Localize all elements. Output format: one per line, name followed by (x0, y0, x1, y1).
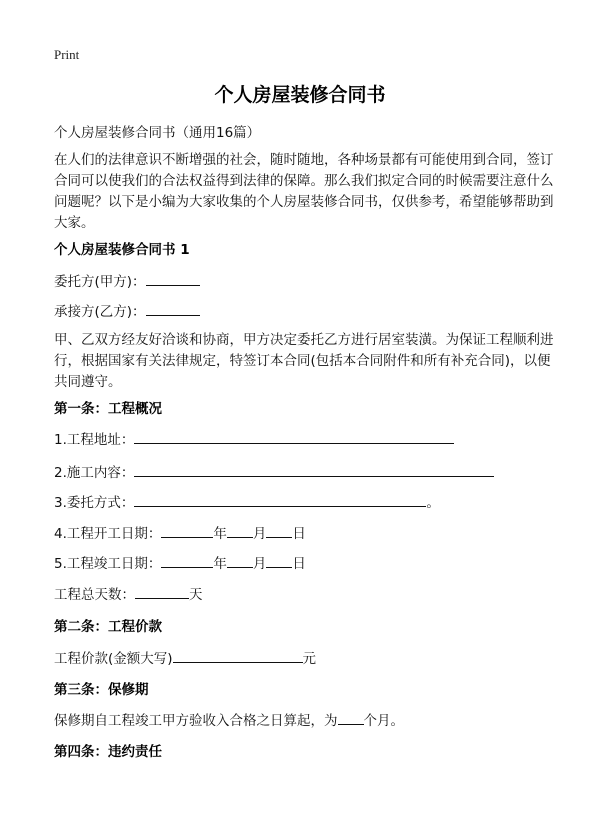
end-day-blank (266, 553, 292, 568)
end-date-line (54, 552, 306, 572)
item-address-blank (134, 429, 454, 444)
party-a-label: 委托方(甲方)： (54, 274, 146, 290)
party-b-blank (146, 301, 200, 316)
start-day-blank (266, 523, 292, 538)
article-4-heading: 第四条：违约责任 (54, 744, 162, 760)
warranty-text-a: 保修期自工程竣工甲方验收入合格之日算起，为 (54, 713, 338, 729)
item-content-blank (134, 462, 494, 477)
start-date-label: 4.工程开工日期： (54, 526, 162, 542)
item-address-label: 1.工程地址： (54, 432, 135, 448)
article-1-heading: 第一条：工程概况 (54, 401, 162, 417)
document-title: 个人房屋装修合同书 (214, 84, 386, 106)
warranty-line (54, 709, 404, 729)
total-days-line (54, 583, 203, 603)
start-year-blank (161, 523, 213, 538)
section-heading: 个人房屋装修合同书 1 (54, 242, 190, 258)
agreement-paragraph: 甲、乙双方经友好洽谈和协商，甲方决定委托乙方进行居室装潢。为保证工程顺利进行，根据国家有关法律规定，特签订本合同(包括本合同附件和所有补充合同)，以便共同遵守。 (54, 332, 554, 390)
end-date-label: 5.工程竣工日期： (54, 556, 162, 572)
article-3-heading: 第三条：保修期 (54, 682, 149, 698)
start-month-unit: 月 (252, 526, 267, 542)
warranty-months-blank (338, 710, 364, 725)
warranty-text-b: 个月。 (363, 713, 404, 729)
party-b-line (54, 300, 200, 320)
total-days-label: 工程总天数： (54, 587, 135, 603)
item-address-line (54, 428, 454, 448)
party-a-blank (146, 271, 200, 286)
total-days-unit: 天 (189, 587, 203, 603)
end-day-unit: 日 (292, 556, 306, 572)
end-month-blank (227, 553, 253, 568)
end-year-blank (161, 553, 213, 568)
item-content-line (54, 461, 494, 481)
item-content-label: 2.施工内容： (54, 465, 135, 481)
total-days-blank (135, 584, 189, 599)
article-2-heading: 第二条：工程价款 (54, 619, 162, 635)
item-method-label: 3.委托方式： (54, 495, 135, 511)
start-day-unit: 日 (292, 526, 306, 542)
item-method-line (54, 491, 440, 511)
item-method-blank (134, 492, 426, 507)
end-month-unit: 月 (252, 556, 267, 572)
print-link[interactable]: Print (54, 47, 80, 62)
start-date-line (54, 522, 306, 542)
party-b-label: 承接方(乙方)： (54, 304, 146, 320)
price-label: 工程价款(金额大写) (54, 651, 173, 667)
start-month-blank (227, 523, 253, 538)
start-year-unit: 年 (213, 526, 227, 542)
price-line (54, 647, 316, 667)
intro-paragraph: 在人们的法律意识不断增强的社会，随时随地，各种场景都有可能使用到合同，签订合同可以使我们的合法权益得到法律的保障。那么我们拟定合同的时候需要注意什么问题呢？以下是小编为大家收集的个人房屋装修合同书，仅供参考，希望能够帮助到大家。 (54, 152, 554, 231)
document-subtitle: 个人房屋装修合同书（通用16篇） (54, 125, 261, 141)
end-year-unit: 年 (213, 556, 227, 572)
item-method-end: 。 (426, 495, 440, 511)
party-a-line (54, 270, 200, 290)
price-unit: 元 (302, 651, 317, 667)
price-blank (173, 648, 303, 663)
